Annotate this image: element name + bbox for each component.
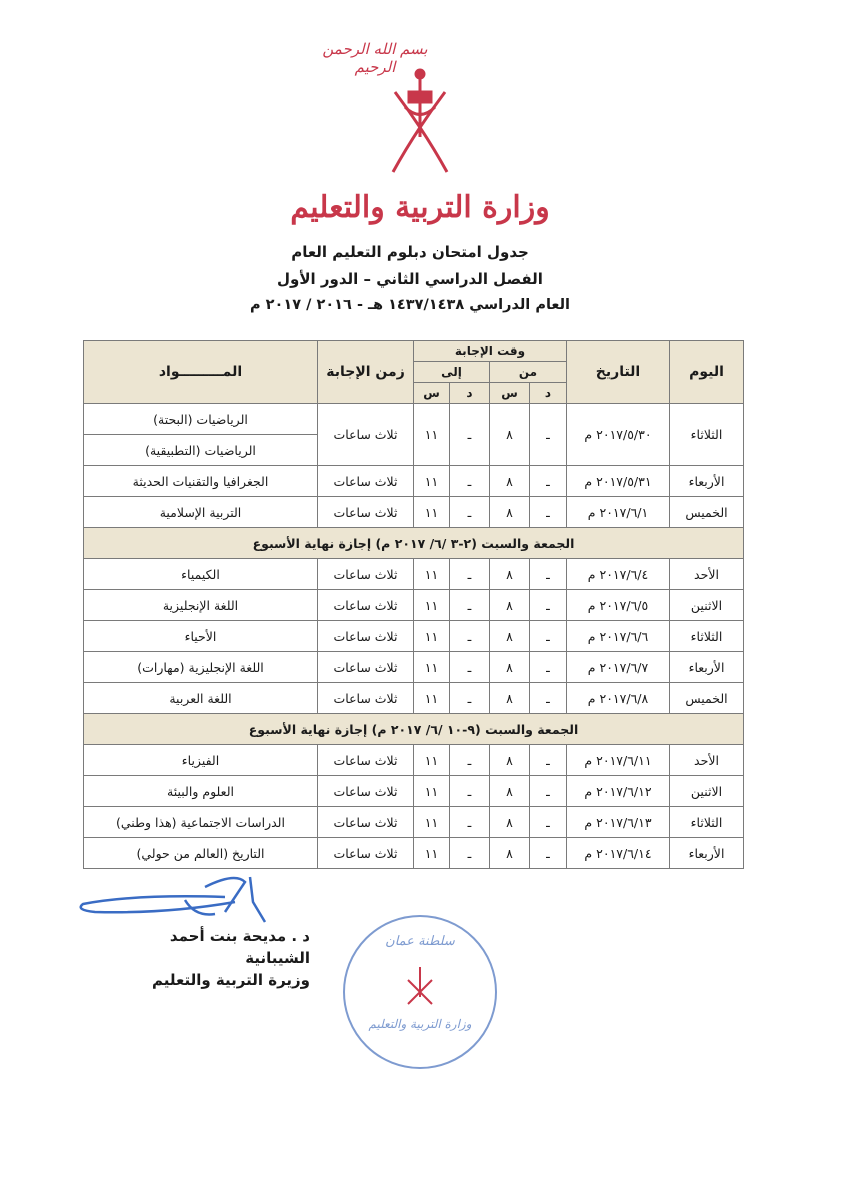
cell-from-minute: ـ [530,838,567,869]
cell-date: ٢٠١٧/٥/٣٠ م [567,404,670,466]
weekend-banner-row [84,528,744,559]
cell-subject: التاريخ (العالم من حولي) [84,838,318,869]
cell-from-hour: ٨ [490,838,530,869]
cell-to-minute: ـ [450,652,490,683]
cell-from-hour: ٨ [490,807,530,838]
cell-from-hour: ٨ [490,745,530,776]
cell-duration: ثلاث ساعات [318,559,414,590]
cell-day: الثلاثاء [670,404,744,466]
header-duration: زمن الإجابة [318,341,414,404]
cell-to-minute: ـ [450,590,490,621]
table-row [84,683,744,714]
table-row [84,497,744,528]
cell-subject: الكيمياء [84,559,318,590]
cell-from-minute: ـ [530,652,567,683]
cell-date: ٢٠١٧/٦/٤ م [567,559,670,590]
cell-to-minute: ـ [450,776,490,807]
cell-from-hour: ٨ [490,466,530,497]
cell-to-hour: ١١ [414,590,450,621]
table-row [84,776,744,807]
seal-top-text: سلطنة عمان [385,934,455,949]
header-from-minute: د [530,383,567,404]
cell-day: الثلاثاء [670,807,744,838]
seal-bottom-text: وزارة التربية والتعليم [368,1017,472,1031]
cell-from-hour: ٨ [490,652,530,683]
cell-duration: ثلاث ساعات [318,590,414,621]
signatory-block [110,925,310,991]
oman-emblem-icon [385,62,455,177]
table-row [84,590,744,621]
cell-from-minute: ـ [530,590,567,621]
table-row [84,807,744,838]
cell-from-minute: ـ [530,745,567,776]
cell-day: الأربعاء [670,838,744,869]
cell-to-minute: ـ [450,745,490,776]
cell-date: ٢٠١٧/٦/٨ م [567,683,670,714]
weekend-banner-row [84,714,744,745]
cell-to-minute: ـ [450,466,490,497]
weekend-banner: الجمعة والسبت (٢-٣ /٦/ ٢٠١٧ م) إجازة نهاية الأسبوع [84,528,744,559]
official-seal [340,912,500,1072]
cell-subject: التربية الإسلامية [84,497,318,528]
header-to-minute: د [450,383,490,404]
cell-date: ٢٠١٧/٦/٥ م [567,590,670,621]
cell-date: ٢٠١٧/٦/١٤ م [567,838,670,869]
cell-duration: ثلاث ساعات [318,838,414,869]
cell-from-minute: ـ [530,621,567,652]
cell-from-hour: ٨ [490,559,530,590]
cell-to-minute: ـ [450,838,490,869]
cell-day: الأربعاء [670,466,744,497]
cell-from-minute: ـ [530,404,567,466]
cell-duration: ثلاث ساعات [318,497,414,528]
header-from-hour: س [490,383,530,404]
cell-from-minute: ـ [530,466,567,497]
header-answer-time: وقت الإجابة [414,341,567,362]
cell-date: ٢٠١٧/٦/١٢ م [567,776,670,807]
cell-to-hour: ١١ [414,404,450,466]
cell-to-minute: ـ [450,404,490,466]
cell-date: ٢٠١٧/٦/٧ م [567,652,670,683]
table-row [84,745,744,776]
cell-date: ٢٠١٧/٦/١٣ م [567,807,670,838]
ministry-name: وزارة التربية والتعليم [290,190,550,225]
cell-day: الأحد [670,559,744,590]
document-title: جدول امتحان دبلوم التعليم العام [291,243,529,261]
cell-day: الخميس [670,497,744,528]
cell-from-hour: ٨ [490,621,530,652]
cell-day: الثلاثاء [670,621,744,652]
cell-to-minute: ـ [450,621,490,652]
cell-duration: ثلاث ساعات [318,683,414,714]
cell-duration: ثلاث ساعات [318,807,414,838]
header-from: من [490,362,567,383]
table-row [84,404,744,435]
cell-day: الخميس [670,683,744,714]
signatory-title: وزيرة التربية والتعليم [152,971,310,989]
cell-from-minute: ـ [530,683,567,714]
cell-from-minute: ـ [530,807,567,838]
cell-subject: الفيزياء [84,745,318,776]
cell-day: الاثنين [670,776,744,807]
cell-to-hour: ١١ [414,683,450,714]
cell-day: الأربعاء [670,652,744,683]
header-to: إلى [414,362,490,383]
weekend-banner: الجمعة والسبت (٩-١٠ /٦/ ٢٠١٧ م) إجازة نهاية الأسبوع [84,714,744,745]
cell-to-hour: ١١ [414,621,450,652]
cell-duration: ثلاث ساعات [318,776,414,807]
exam-schedule-table [83,340,744,869]
cell-to-hour: ١١ [414,838,450,869]
cell-duration: ثلاث ساعات [318,404,414,466]
cell-subject: اللغة الإنجليزية (مهارات) [84,652,318,683]
cell-subject: الرياضيات (التطبيقية) [84,435,318,466]
cell-from-minute: ـ [530,497,567,528]
cell-duration: ثلاث ساعات [318,466,414,497]
signatory-name: د . مديحة بنت أحمد الشيبانية [169,927,310,967]
cell-date: ٢٠١٧/٦/١١ م [567,745,670,776]
cell-to-minute: ـ [450,683,490,714]
table-row [84,838,744,869]
header-subjects: المـــــــــواد [84,341,318,404]
cell-from-hour: ٨ [490,590,530,621]
academic-year: العام الدراسي ١٤٣٧/١٤٣٨ هـ - ٢٠١٦ / ٢٠١٧ م [249,297,570,313]
cell-to-hour: ١١ [414,807,450,838]
cell-subject: اللغة الإنجليزية [84,590,318,621]
cell-subject: الأحياء [84,621,318,652]
semester-line: الفصل الدراسي الثاني – الدور الأول [277,270,543,288]
cell-from-hour: ٨ [490,497,530,528]
cell-duration: ثلاث ساعات [318,745,414,776]
cell-subject: الدراسات الاجتماعية (هذا وطني) [84,807,318,838]
cell-to-hour: ١١ [414,559,450,590]
cell-subject: العلوم والبيئة [84,776,318,807]
cell-from-hour: ٨ [490,776,530,807]
cell-to-hour: ١١ [414,652,450,683]
cell-subject: اللغة العربية [84,683,318,714]
basmala: بسم الله الرحمن الرحيم [322,40,428,76]
table-row [84,559,744,590]
cell-day: الأحد [670,745,744,776]
cell-duration: ثلاث ساعات [318,621,414,652]
cell-to-minute: ـ [450,807,490,838]
cell-to-hour: ١١ [414,776,450,807]
cell-duration: ثلاث ساعات [318,652,414,683]
cell-date: ٢٠١٧/٥/٣١ م [567,466,670,497]
header-date: التاريخ [567,341,670,404]
signature [75,872,275,932]
table-row [84,466,744,497]
cell-from-minute: ـ [530,776,567,807]
cell-date: ٢٠١٧/٦/٦ م [567,621,670,652]
cell-day: الاثنين [670,590,744,621]
cell-to-hour: ١١ [414,466,450,497]
table-row [84,621,744,652]
cell-to-hour: ١١ [414,745,450,776]
cell-to-hour: ١١ [414,497,450,528]
cell-to-minute: ـ [450,497,490,528]
header-day: اليوم [670,341,744,404]
cell-from-minute: ـ [530,559,567,590]
header-to-hour: س [414,383,450,404]
cell-subject: الجغرافيا والتقنيات الحديثة [84,466,318,497]
cell-from-hour: ٨ [490,404,530,466]
cell-subject: الرياضيات (البحتة) [84,404,318,435]
cell-to-minute: ـ [450,559,490,590]
cell-date: ٢٠١٧/٦/١ م [567,497,670,528]
table-row [84,652,744,683]
cell-from-hour: ٨ [490,683,530,714]
